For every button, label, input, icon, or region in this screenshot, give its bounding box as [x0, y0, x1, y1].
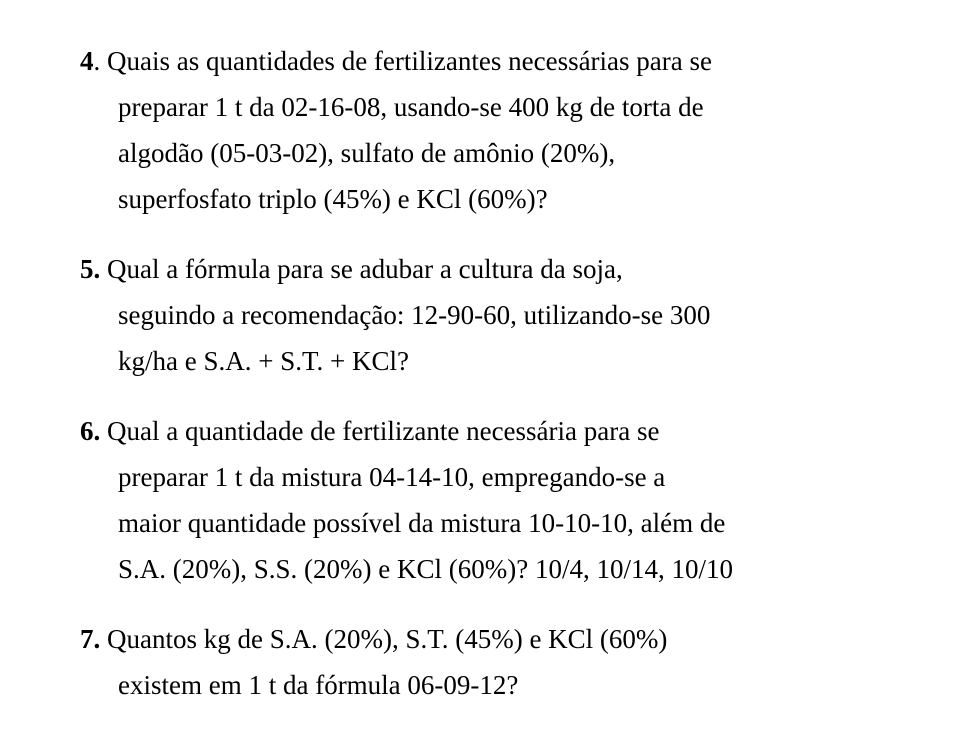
- question-text: Quantos kg de S.A. (20%), S.T. (45%) e KCl (60%): [100, 624, 668, 654]
- question-4-line-4: superfosfato triplo (45%) e KCl (60%)?: [118, 184, 548, 214]
- question-number: 5.: [80, 254, 101, 284]
- question-number: 6.: [80, 416, 101, 446]
- question-5-line-3: kg/ha e S.A. + S.T. + KCl?: [118, 346, 409, 376]
- question-7: [80, 616, 900, 708]
- question-text: Qual a quantidade de fertilizante necessária para se: [100, 416, 660, 446]
- question-list: [80, 38, 900, 732]
- question-7-line-2: existem em 1 t da fórmula 06-09-12?: [118, 670, 519, 700]
- question-text: Qual a fórmula para se adubar a cultura da soja,: [100, 254, 623, 284]
- question-6-line-2: preparar 1 t da mistura 04-14-10, empregando-se a: [118, 462, 666, 492]
- question-number: 7.: [80, 624, 101, 654]
- question-5: [80, 246, 900, 384]
- question-4-line-2: preparar 1 t da 02-16-08, usando-se 400 kg de torta de: [118, 92, 704, 122]
- question-4: [80, 38, 900, 222]
- question-6: [80, 408, 900, 592]
- question-4-line-1: [80, 38, 900, 84]
- question-number: 4: [80, 46, 94, 76]
- question-6-line-4: S.A. (20%), S.S. (20%) e KCl (60%)? 10/4, 10/14, 10/10: [118, 554, 733, 584]
- question-text: . Quais as quantidades de fertilizantes necessárias para se: [93, 46, 712, 76]
- question-4-line-3: algodão (05-03-02), sulfato de amônio (20%),: [118, 138, 616, 168]
- question-6-line-3: maior quantidade possível da mistura 10-10-10, além de: [118, 508, 726, 538]
- question-7-line-1: [80, 616, 900, 662]
- question-5-line-1: [80, 246, 900, 292]
- question-6-line-1: [80, 408, 900, 454]
- question-5-line-2: seguindo a recomendação: 12-90-60, utilizando-se 300: [118, 300, 711, 330]
